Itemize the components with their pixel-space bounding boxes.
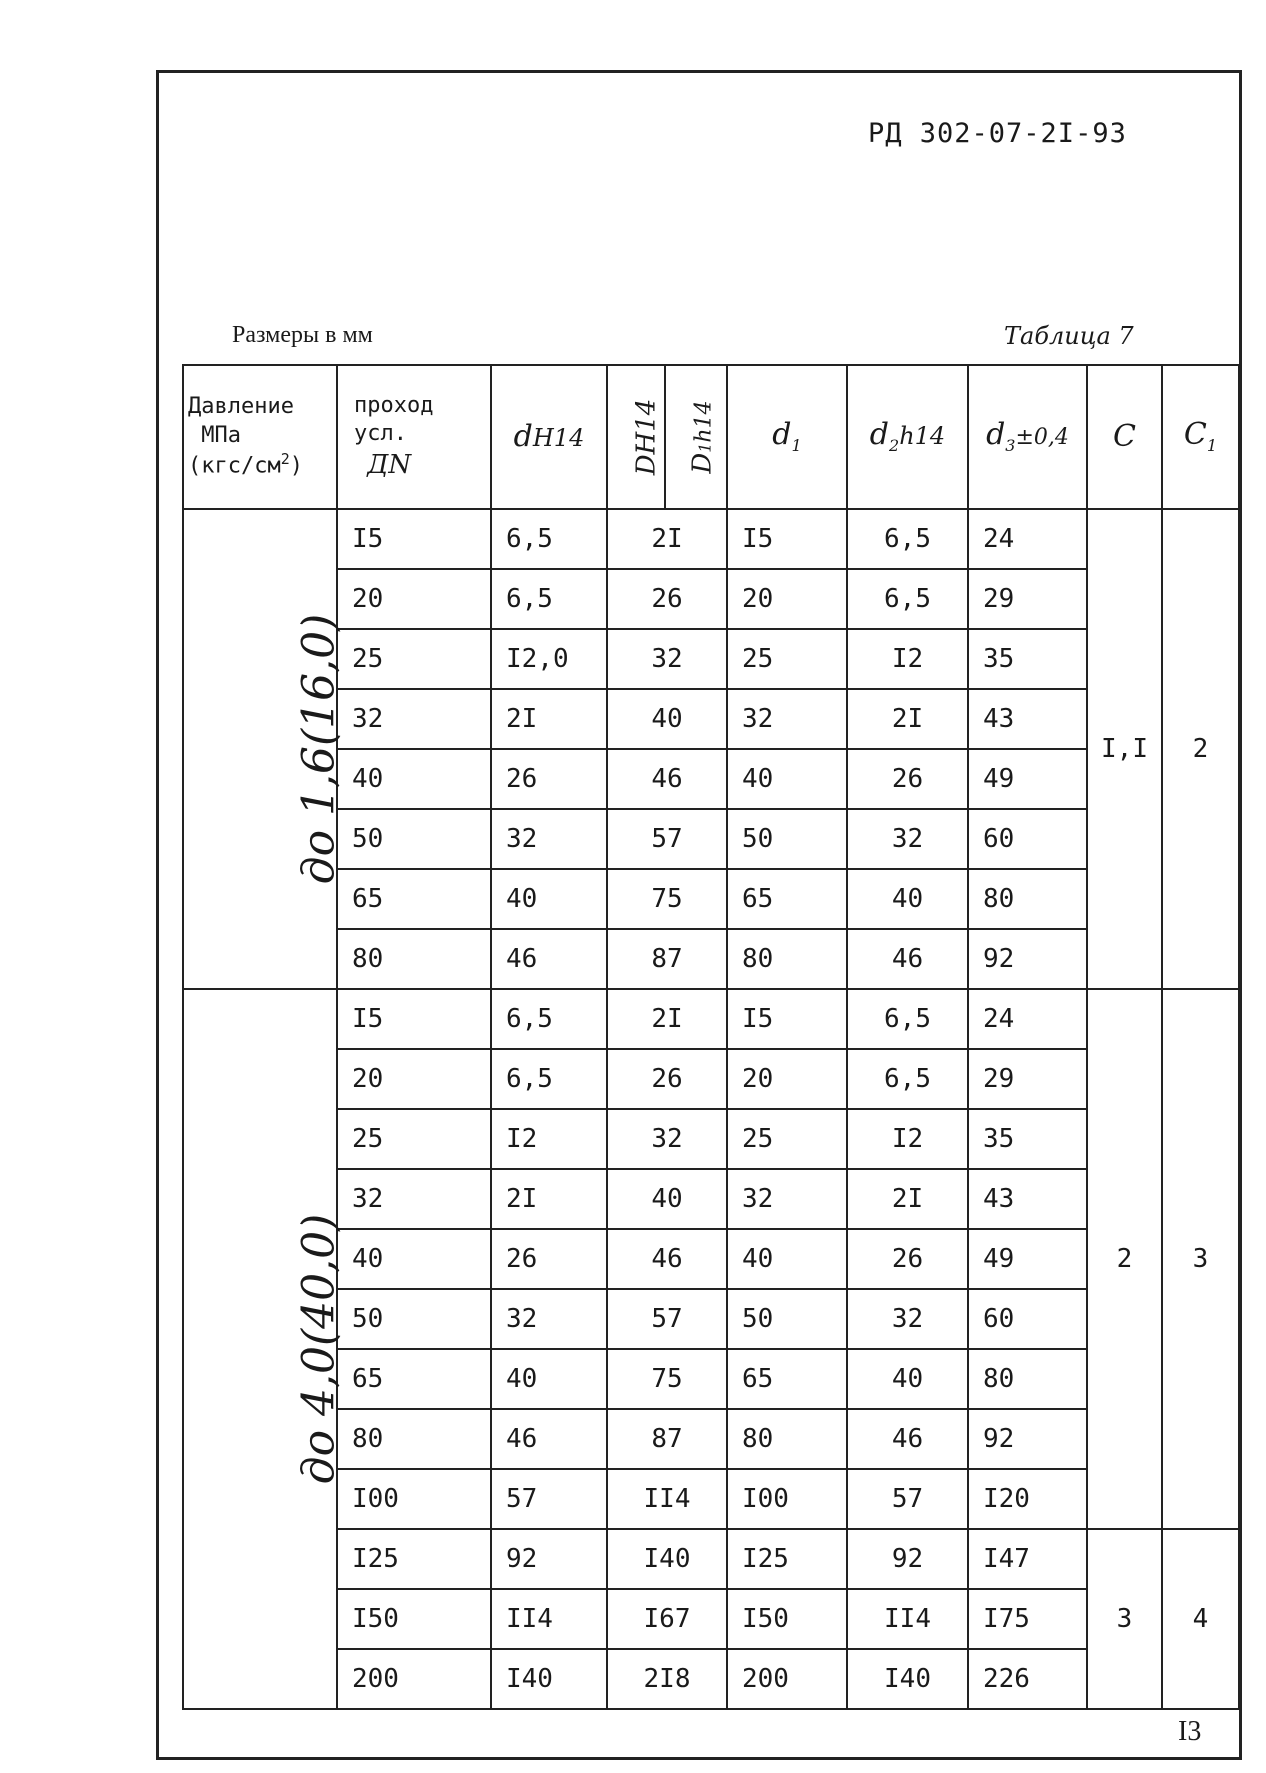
pressure-group-cell: до 4,0(40,0) bbox=[183, 989, 337, 1709]
units-note: Размеры в мм bbox=[232, 322, 373, 348]
cell-d: I2 bbox=[491, 1109, 607, 1169]
cell-d: 92 bbox=[491, 1529, 607, 1589]
header-d2-h14: $d_2h14$ bbox=[847, 365, 968, 509]
cell-dn: I00 bbox=[337, 1469, 491, 1529]
cell-d3: 29 bbox=[968, 1049, 1087, 1109]
cell-d2: 46 bbox=[847, 1409, 968, 1469]
page-number: I3 bbox=[1178, 1716, 1202, 1747]
cell-d3: 24 bbox=[968, 509, 1087, 569]
cell-dn: I5 bbox=[337, 989, 491, 1049]
cell-D: I67 bbox=[607, 1589, 727, 1649]
cell-d2: 6,5 bbox=[847, 989, 968, 1049]
table-row bbox=[183, 1589, 1239, 1649]
cell-d2: 2I bbox=[847, 689, 968, 749]
cell-d: I2,0 bbox=[491, 629, 607, 689]
cell-D: 26 bbox=[607, 1049, 727, 1109]
cell-D: 46 bbox=[607, 1229, 727, 1289]
cell-d1: 80 bbox=[727, 929, 847, 989]
cell-d1: I50 bbox=[727, 1589, 847, 1649]
cell-dn: 20 bbox=[337, 1049, 491, 1109]
cell-d: 6,5 bbox=[491, 509, 607, 569]
cell-dn: 200 bbox=[337, 1649, 491, 1709]
cell-c: I,I bbox=[1087, 509, 1162, 989]
header-passage: проход усл. ДN bbox=[337, 365, 491, 509]
cell-d3: 60 bbox=[968, 1289, 1087, 1349]
cell-d: 40 bbox=[491, 1349, 607, 1409]
frame-bottom bbox=[156, 1757, 1242, 1760]
cell-dn: I25 bbox=[337, 1529, 491, 1589]
cell-d2: 32 bbox=[847, 1289, 968, 1349]
header-c1: $C_1$ bbox=[1162, 365, 1239, 509]
cell-d: 46 bbox=[491, 1409, 607, 1469]
pressure-group-cell: до 1,6(16,0) bbox=[183, 509, 337, 989]
cell-dn: 50 bbox=[337, 1289, 491, 1349]
cell-d3: I20 bbox=[968, 1469, 1087, 1529]
cell-dn: 50 bbox=[337, 809, 491, 869]
cell-d3: 60 bbox=[968, 809, 1087, 869]
header-d3-tolerance: $d_3\pm 0,4$ bbox=[968, 365, 1087, 509]
cell-D: I40 bbox=[607, 1529, 727, 1589]
header-c: C bbox=[1087, 365, 1162, 509]
cell-d: 57 bbox=[491, 1469, 607, 1529]
cell-d2: 6,5 bbox=[847, 569, 968, 629]
cell-d1: 80 bbox=[727, 1409, 847, 1469]
cell-d: II4 bbox=[491, 1589, 607, 1649]
cell-d2: 57 bbox=[847, 1469, 968, 1529]
header-pressure: Давление МПа $(кгс/см^2)$ bbox=[183, 365, 337, 509]
frame-top bbox=[156, 70, 1242, 73]
cell-d2: 26 bbox=[847, 749, 968, 809]
header-d1: $d_1$ bbox=[727, 365, 847, 509]
cell-dn: I50 bbox=[337, 1589, 491, 1649]
cell-d2: 92 bbox=[847, 1529, 968, 1589]
cell-d3: 29 bbox=[968, 569, 1087, 629]
table-row bbox=[183, 509, 1239, 569]
cell-d: 6,5 bbox=[491, 569, 607, 629]
table-row bbox=[183, 1049, 1239, 1109]
cell-d3: 35 bbox=[968, 629, 1087, 689]
cell-dn: I5 bbox=[337, 509, 491, 569]
cell-d1: I5 bbox=[727, 989, 847, 1049]
table-row bbox=[183, 929, 1239, 989]
cell-dn: 20 bbox=[337, 569, 491, 629]
cell-d3: 43 bbox=[968, 689, 1087, 749]
cell-d: I40 bbox=[491, 1649, 607, 1709]
table-row bbox=[183, 1529, 1239, 1589]
cell-D: 87 bbox=[607, 929, 727, 989]
cell-D: 32 bbox=[607, 629, 727, 689]
cell-d2: II4 bbox=[847, 1589, 968, 1649]
cell-d1: 32 bbox=[727, 689, 847, 749]
cell-D: 26 bbox=[607, 569, 727, 629]
cell-dn: 32 bbox=[337, 1169, 491, 1229]
cell-c1: 3 bbox=[1162, 989, 1239, 1529]
cell-D: II4 bbox=[607, 1469, 727, 1529]
cell-d3: 226 bbox=[968, 1649, 1087, 1709]
cell-d2: 6,5 bbox=[847, 1049, 968, 1109]
cell-d: 32 bbox=[491, 809, 607, 869]
cell-d3: 49 bbox=[968, 1229, 1087, 1289]
cell-dn: 25 bbox=[337, 629, 491, 689]
cell-D: 75 bbox=[607, 869, 727, 929]
document-code: РД 302-07-2I-93 bbox=[868, 118, 1127, 149]
cell-d: 26 bbox=[491, 749, 607, 809]
cell-d1: 40 bbox=[727, 1229, 847, 1289]
header-D1-h14: D1h14 bbox=[665, 365, 727, 509]
dimensions-table bbox=[182, 364, 1240, 1710]
cell-D: 40 bbox=[607, 1169, 727, 1229]
table-row bbox=[183, 1109, 1239, 1169]
cell-d3: 24 bbox=[968, 989, 1087, 1049]
cell-d1: 20 bbox=[727, 1049, 847, 1109]
cell-d3: 92 bbox=[968, 1409, 1087, 1469]
cell-d: 26 bbox=[491, 1229, 607, 1289]
cell-d3: 35 bbox=[968, 1109, 1087, 1169]
cell-D: 2I bbox=[607, 989, 727, 1049]
cell-d2: 46 bbox=[847, 929, 968, 989]
cell-d1: 32 bbox=[727, 1169, 847, 1229]
cell-D: 2I8 bbox=[607, 1649, 727, 1709]
cell-dn: 32 bbox=[337, 689, 491, 749]
cell-c: 3 bbox=[1087, 1529, 1162, 1709]
header-row bbox=[183, 365, 1239, 509]
cell-d3: 92 bbox=[968, 929, 1087, 989]
cell-D: 46 bbox=[607, 749, 727, 809]
cell-D: 32 bbox=[607, 1109, 727, 1169]
table-row bbox=[183, 1649, 1239, 1709]
cell-d2: I2 bbox=[847, 629, 968, 689]
cell-d2: 2I bbox=[847, 1169, 968, 1229]
cell-D: 75 bbox=[607, 1349, 727, 1409]
cell-d2: 40 bbox=[847, 869, 968, 929]
cell-D: 2I bbox=[607, 509, 727, 569]
cell-dn: 65 bbox=[337, 869, 491, 929]
cell-d3: 80 bbox=[968, 869, 1087, 929]
cell-dn: 40 bbox=[337, 1229, 491, 1289]
cell-d1: 50 bbox=[727, 809, 847, 869]
cell-d: 2I bbox=[491, 689, 607, 749]
table-label: Таблица 7 bbox=[1004, 322, 1134, 350]
cell-dn: 65 bbox=[337, 1349, 491, 1409]
header-D-h14: DH14 bbox=[607, 365, 665, 509]
cell-d3: I47 bbox=[968, 1529, 1087, 1589]
header-d-h14: dH14 bbox=[491, 365, 607, 509]
cell-c1: 4 bbox=[1162, 1529, 1239, 1709]
cell-D: 57 bbox=[607, 809, 727, 869]
cell-d: 6,5 bbox=[491, 989, 607, 1049]
cell-d2: 40 bbox=[847, 1349, 968, 1409]
cell-d1: I5 bbox=[727, 509, 847, 569]
cell-d2: I2 bbox=[847, 1109, 968, 1169]
cell-D: 57 bbox=[607, 1289, 727, 1349]
cell-d2: 32 bbox=[847, 809, 968, 869]
cell-dn: 80 bbox=[337, 1409, 491, 1469]
cell-d3: I75 bbox=[968, 1589, 1087, 1649]
cell-d1: 65 bbox=[727, 869, 847, 929]
cell-d1: 25 bbox=[727, 629, 847, 689]
cell-d1: 65 bbox=[727, 1349, 847, 1409]
cell-d: 32 bbox=[491, 1289, 607, 1349]
cell-dn: 40 bbox=[337, 749, 491, 809]
cell-d1: I00 bbox=[727, 1469, 847, 1529]
cell-d: 6,5 bbox=[491, 1049, 607, 1109]
cell-d2: 26 bbox=[847, 1229, 968, 1289]
cell-d1: 40 bbox=[727, 749, 847, 809]
cell-d: 46 bbox=[491, 929, 607, 989]
cell-D: 87 bbox=[607, 1409, 727, 1469]
cell-d1: 200 bbox=[727, 1649, 847, 1709]
cell-d3: 49 bbox=[968, 749, 1087, 809]
cell-d3: 43 bbox=[968, 1169, 1087, 1229]
cell-dn: 80 bbox=[337, 929, 491, 989]
cell-c1: 2 bbox=[1162, 509, 1239, 989]
cell-dn: 25 bbox=[337, 1109, 491, 1169]
cell-c: 2 bbox=[1087, 989, 1162, 1529]
cell-d1: 20 bbox=[727, 569, 847, 629]
cell-d3: 80 bbox=[968, 1349, 1087, 1409]
cell-d1: I25 bbox=[727, 1529, 847, 1589]
table-row bbox=[183, 989, 1239, 1049]
cell-d: 40 bbox=[491, 869, 607, 929]
cell-D: 40 bbox=[607, 689, 727, 749]
cell-d1: 25 bbox=[727, 1109, 847, 1169]
frame-left bbox=[156, 70, 159, 1760]
cell-d2: I40 bbox=[847, 1649, 968, 1709]
cell-d2: 6,5 bbox=[847, 509, 968, 569]
cell-d: 2I bbox=[491, 1169, 607, 1229]
cell-d1: 50 bbox=[727, 1289, 847, 1349]
